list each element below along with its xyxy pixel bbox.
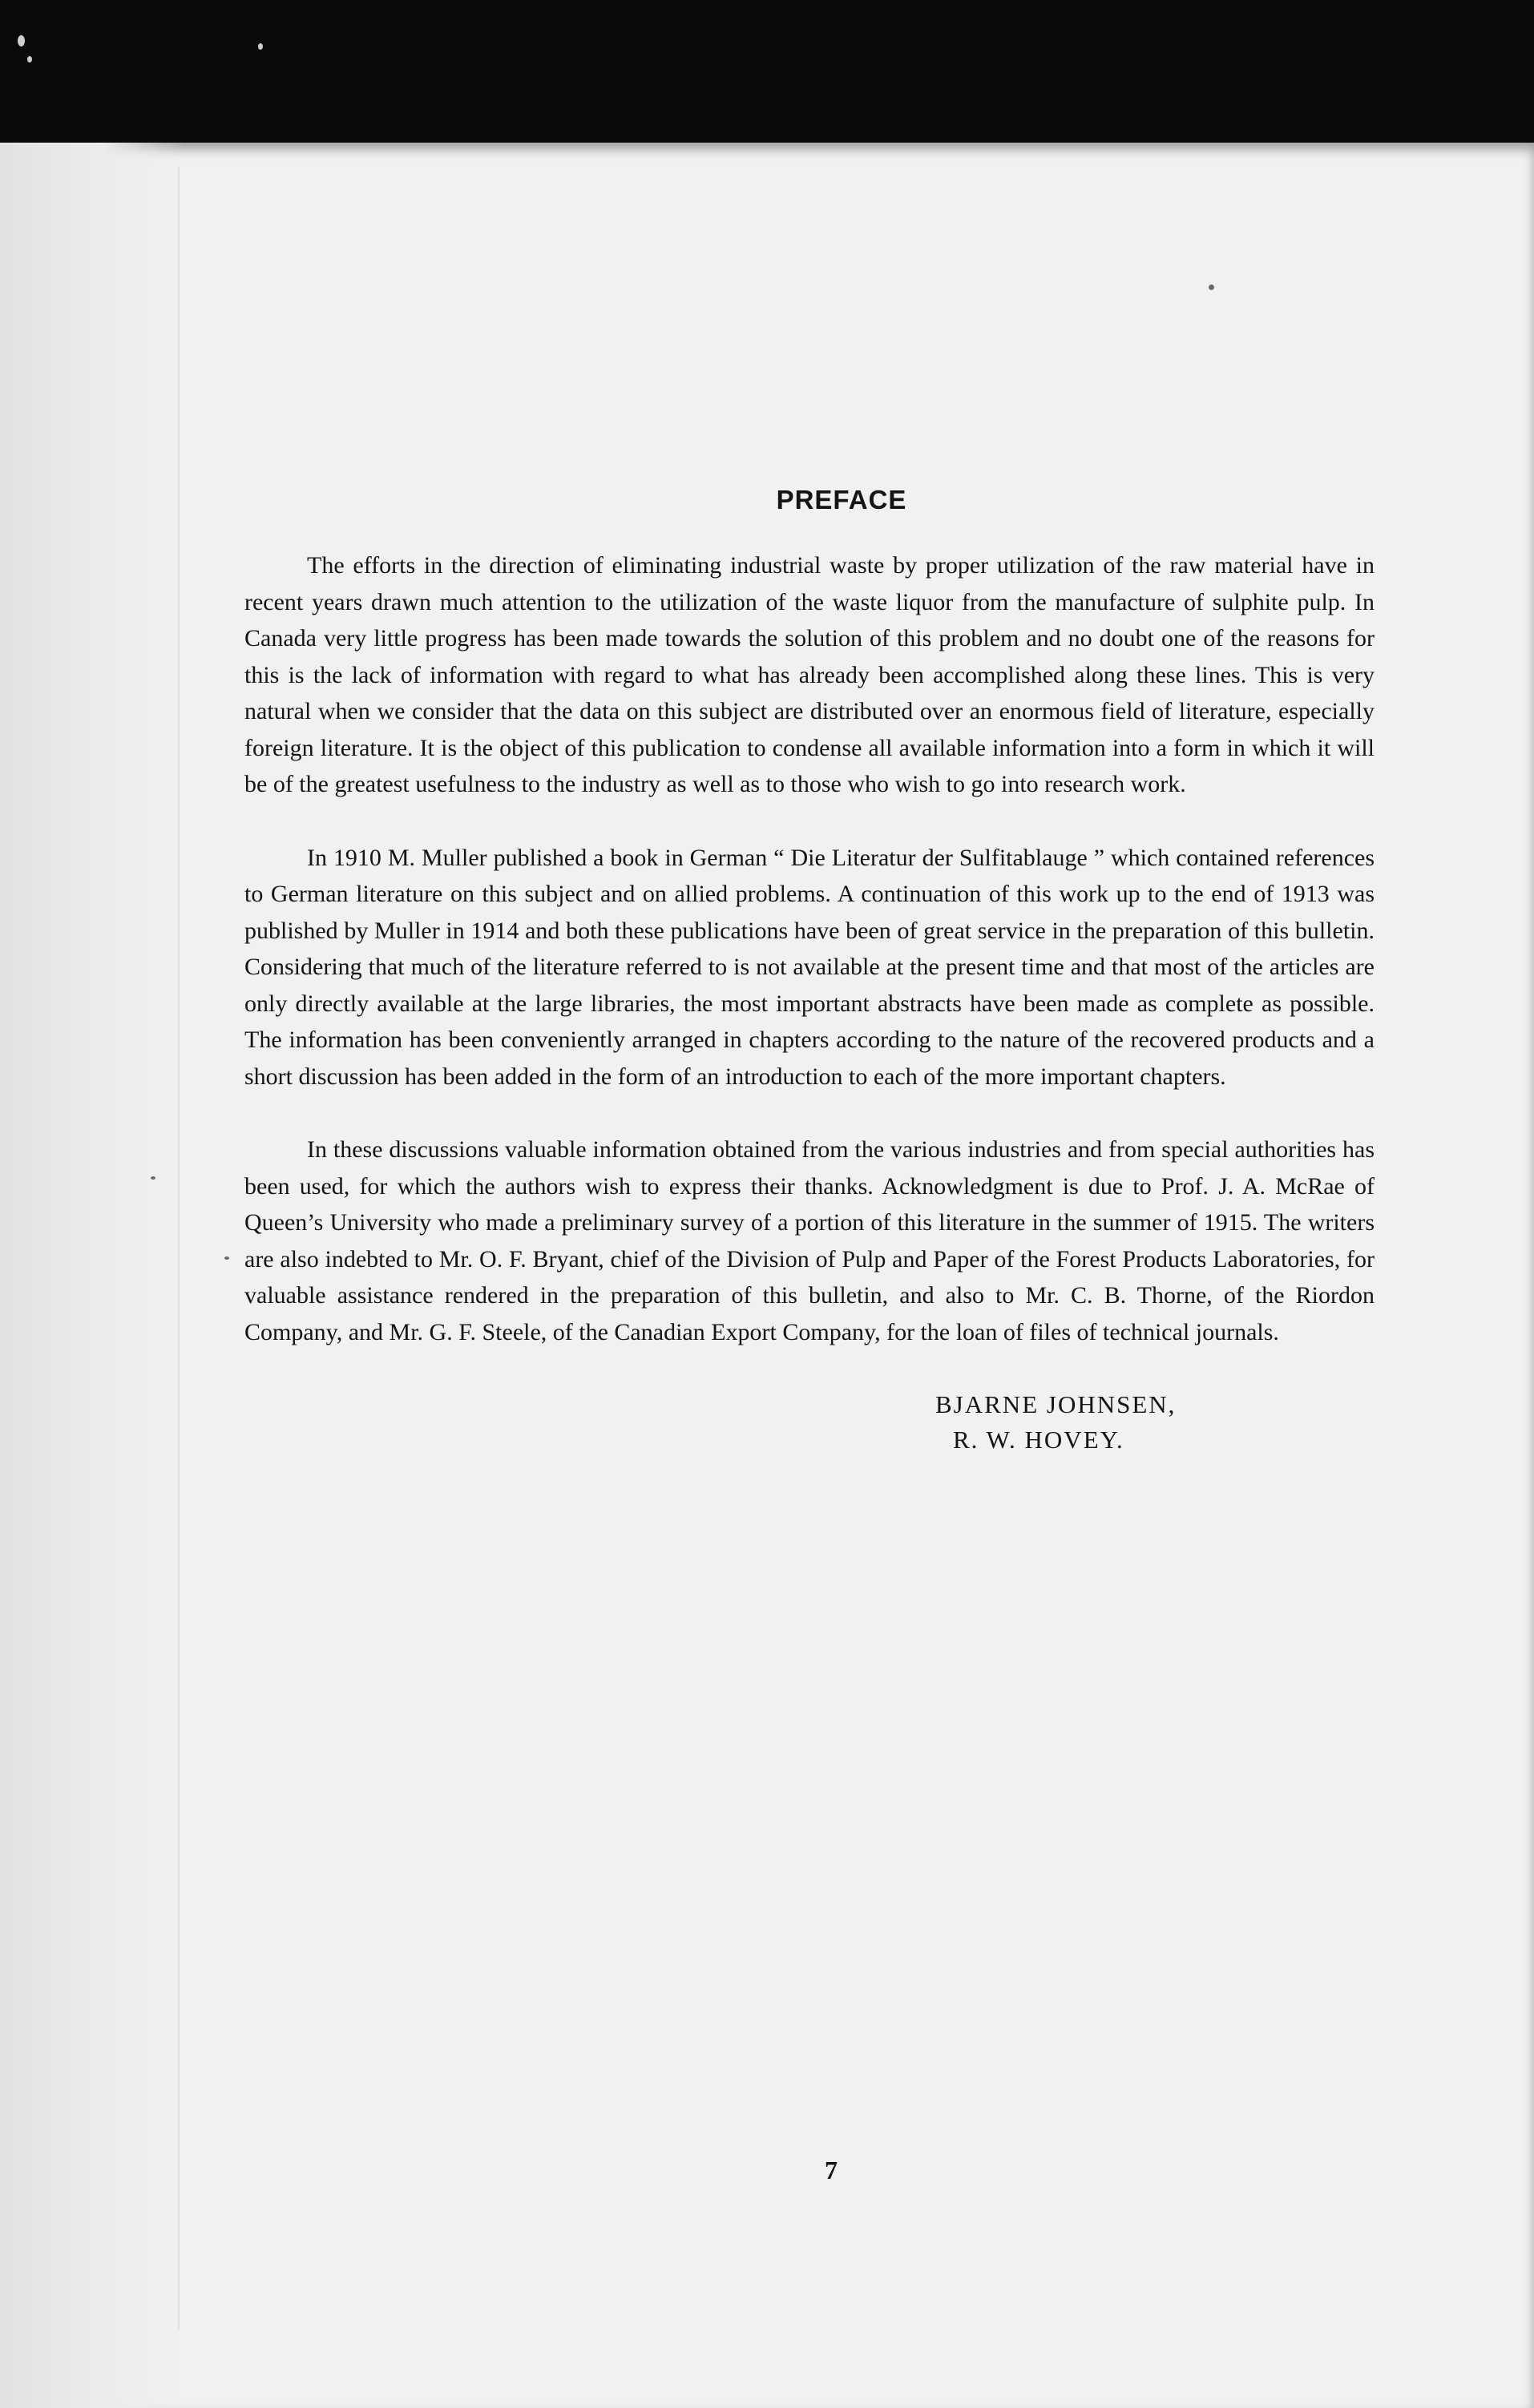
scan-speck (258, 43, 263, 50)
page-title: PREFACE (776, 485, 907, 514)
author-name-2: R. W. HOVEY. (953, 1426, 1124, 1454)
scan-dot (224, 1256, 229, 1260)
scan-speck (18, 35, 25, 46)
scan-speck (27, 56, 32, 63)
scan-background (0, 0, 1534, 160)
scan-dot (1209, 284, 1214, 290)
page-fold-line (178, 167, 180, 2330)
preface-paragraph-3: In these discussions valuable information obtained from the various industries and from special authorities has been used, for which the authors wish to express their thanks. Acknowledgment is due to Prof. J. A. McRae of Queen’s University who made a preliminary survey of a portion of this literature in the summer of 1915. The writers are also indebted to Mr. O. F. Bryant, chief of the Division of Pulp and Paper of the Forest Products Laboratories, for valuable assistance rendered in the preparation of this bulletin, and also to Mr. C. B. Thorne, of the Riordon Company, and Mr. G. F. Steele, of the Canadian Export Company, for the loan of files of technical journals. (244, 1136, 1375, 1345)
author-name-1: BJARNE JOHNSEN, (935, 1390, 1177, 1418)
page-number: 7 (825, 2156, 838, 2184)
document-body (244, 341, 1375, 1458)
page-fold-shadow (0, 143, 184, 2408)
preface-paragraph-2: In 1910 M. Muller published a book in German “ Die Literatur der Sulfitablauge ” which contained references to German literature on this subject and on allied problems. A continuation of this work up to the end of 1913 was published by Muller in 1914 and both these publications have been of great service in the preparation of this bulletin. Considering that much of the literature referred to is not available at the present time and that most of the articles are only directly available at the large libraries, the most important abstracts have been made as complete as possible. The information has been conveniently arranged in chapters according to the nature of the recovered products and a short discussion has been added in the form of an introduction to each of the more important chapters. (244, 844, 1375, 1090)
scan-dot (151, 1176, 155, 1180)
author-signatures (935, 1387, 1375, 1458)
preface-paragraph-1: The efforts in the direction of eliminating industrial waste by proper utilization of the raw material have in recent years drawn much attention to the utilization of the waste liquor from the manufacture of sulphite pulp. In Canada very little progress has been made towards the solution of this problem and no doubt one of the reasons for this is the lack of information with regard to what has already been accomplished along these lines. This is very natural when we consider that the data on this subject are distributed over an enormous field of literature, especially foreign literature. It is the object of this publication to condense all available information into a form in which it will be of the greatest usefulness to the industry as well as to those who wish to go into research work. (244, 552, 1375, 797)
